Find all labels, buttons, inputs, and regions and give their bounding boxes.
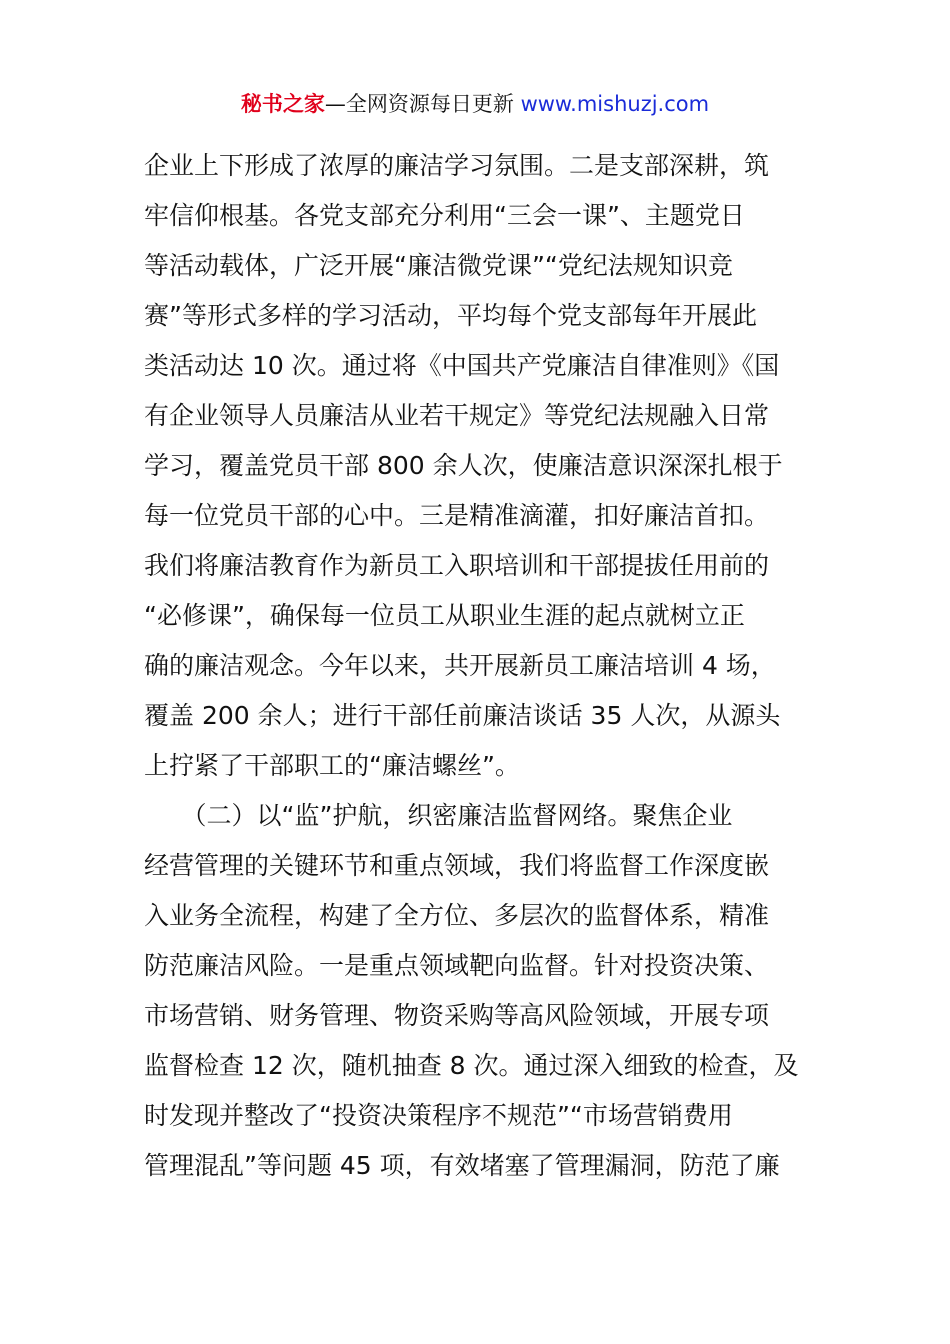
text-line: 有企业领导人员廉洁从业若干规定》等党纪法规融入日常 — [144, 401, 770, 430]
text-line: 类活动达 10 次。通过将《中国共产党廉洁自律准则》《国 — [144, 351, 780, 380]
text-line: 覆盖 200 余人；进行干部任前廉洁谈话 35 人次，从源头 — [144, 701, 781, 730]
text-line: 企业上下形成了浓厚的廉洁学习氛围。二是支部深耕，筑 — [144, 151, 770, 180]
text-line: 等活动载体，广泛开展“廉洁微党课”“党纪法规知识竞 — [144, 251, 733, 280]
text-line: 我们将廉洁教育作为新员工入职培训和干部提拔任用前的 — [144, 551, 770, 580]
text-line: 管理混乱”等问题 45 项，有效堵塞了管理漏洞，防范了廉 — [144, 1151, 780, 1180]
site-tagline: —全网资源每日更新 — [324, 92, 521, 116]
text-line: 入业务全流程，构建了全方位、多层次的监督体系，精准 — [144, 901, 770, 930]
text-line: 监督检查 12 次，随机抽查 8 次。通过深入细致的检查，及 — [144, 1051, 799, 1080]
site-header — [0, 88, 950, 120]
text-line: 时发现并整改了“投资决策程序不规范”“市场营销费用 — [144, 1101, 733, 1130]
text-line: 防范廉洁风险。一是重点领域靶向监督。针对投资决策、 — [144, 951, 770, 980]
text-line: “必修课”，确保每一位员工从职业生涯的起点就树立正 — [144, 601, 745, 630]
site-url-link[interactable]: www.mishuzj.com — [520, 92, 710, 116]
text-line: 经营管理的关键环节和重点领域，我们将监督工作深度嵌 — [144, 851, 770, 880]
text-line: 确的廉洁观念。今年以来，共开展新员工廉洁培训 4 场， — [144, 651, 776, 680]
text-line: 学习，覆盖党员干部 800 余人次，使廉洁意识深深扎根于 — [144, 451, 783, 480]
document-body — [144, 141, 806, 1191]
text-line: 上拧紧了干部职工的“廉洁螺丝”。 — [144, 751, 520, 780]
text-line: 市场营销、财务管理、物资采购等高风险领域，开展专项 — [144, 1001, 770, 1030]
site-brand: 秘书之家 — [240, 92, 325, 116]
text-line: 赛”等形式多样的学习活动，平均每个党支部每年开展此 — [144, 301, 757, 330]
text-line: 牢信仰根基。各党支部充分利用“三会一课”、主题党日 — [144, 201, 745, 230]
text-line: 每一位党员干部的心中。三是精准滴灌，扣好廉洁首扣。 — [144, 501, 770, 530]
section-heading-line: （二）以“监”护航，织密廉洁监督网络。聚焦企业 — [144, 801, 733, 830]
